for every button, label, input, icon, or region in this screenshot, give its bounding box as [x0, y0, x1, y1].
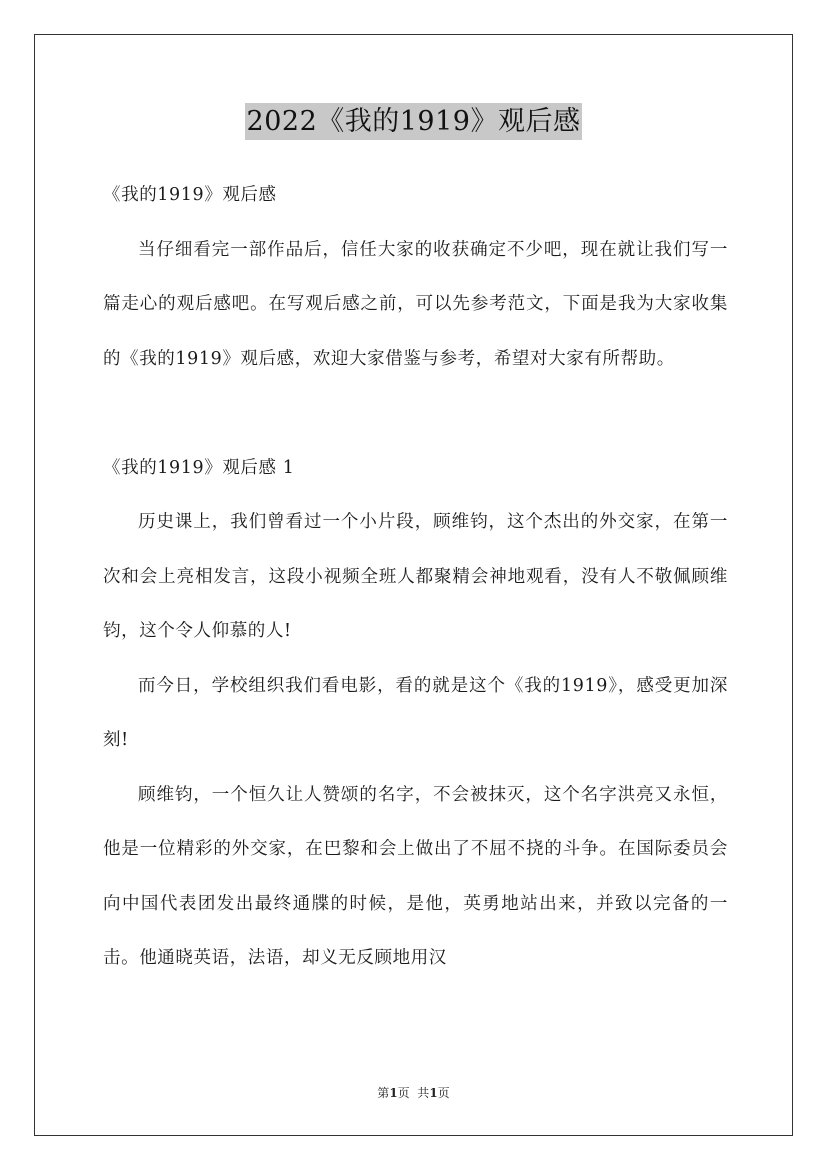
subtitle: 《我的1919》观后感 [103, 185, 277, 205]
document-body [103, 168, 728, 986]
document-title: 2022《我的1919》观后感 [245, 103, 583, 140]
page-label-suffix: 页 [437, 1086, 450, 1100]
page-label-prefix: 第 [377, 1086, 390, 1100]
intro-paragraph: 当仔细看完一部作品后，信任大家的收获确定不少吧，现在就让我们写一篇走心的观后感吧。在写观后感之前，可以先参考范文，下面是我为大家收集的《我的1919》观后感，欢迎大家借鉴与参考，希望对大家有所帮助。 [103, 239, 728, 369]
page-label-mid: 页 共 [397, 1086, 430, 1100]
body-paragraph-2: 而今日，学校组织我们看电影，看的就是这个《我的1919》，感受更加深刻! [103, 675, 728, 750]
page-footer [0, 1084, 827, 1101]
page-number-current: 1 [389, 1086, 398, 1100]
section-heading: 《我的1919》观后感 1 [103, 457, 295, 478]
body-paragraph-1: 历史课上，我们曾看过一个小片段，顾维钧，这个杰出的外交家，在第一次和会上亮相发言，这段小视频全班人都聚精会神地观看，没有人不敬佩顾维钧，这个令人仰慕的人! [103, 512, 728, 641]
page-number-total: 1 [429, 1086, 438, 1100]
title-container [0, 103, 827, 140]
spacer [103, 386, 728, 441]
body-paragraph-3: 顾维钧，一个恒久让人赞颂的名字，不会被抹灭，这个名字洪亮又永恒，他是一位精彩的外交家，在巴黎和会上做出了不屈不挠的斗争。在国际委员会向中国代表团发出最终通牒的时候，是他，英勇地站出来，并致以完备的一击。他通晓英语，法语，却义无反顾地用汉 [103, 784, 728, 968]
